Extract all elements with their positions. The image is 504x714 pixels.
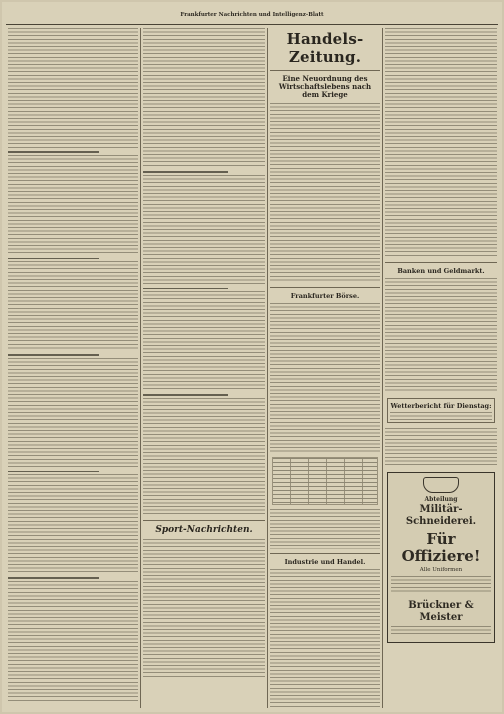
- banken-heading: Banken und Geldmarkt.: [397, 267, 485, 275]
- paragraph-heading: [8, 577, 99, 579]
- divider: [270, 287, 380, 288]
- article-text: [8, 28, 138, 148]
- article-text: [8, 358, 138, 468]
- ad-line: Abteilung: [424, 496, 458, 503]
- masthead-title: Frankfurter Nachrichten und Intelligenz-Blatt: [180, 12, 324, 18]
- column-4: [385, 28, 497, 708]
- article-text: [143, 539, 265, 679]
- paragraph-heading: [8, 151, 99, 153]
- article-title: Eine Neuordnung des Wirtschaftslebens nach dem Kriege: [278, 74, 372, 99]
- article-text: [143, 175, 265, 285]
- article-text: [270, 569, 380, 708]
- article-text: [270, 303, 380, 453]
- advertisement: [387, 472, 495, 643]
- weather-box: [387, 398, 495, 423]
- masthead: [6, 6, 498, 25]
- article-text: [8, 155, 138, 255]
- section-title: Handels-Zeitung.: [286, 30, 364, 66]
- column-2: [143, 28, 265, 708]
- article-text: [8, 581, 138, 701]
- column-rule: [267, 28, 268, 708]
- article-text: [385, 428, 497, 466]
- paragraph-heading: [8, 258, 99, 260]
- ad-line: Alle Uniformen: [419, 567, 463, 573]
- ad-headline: Für Offiziere!: [401, 530, 481, 565]
- article-text: [143, 28, 265, 168]
- sport-heading: Sport-Nachrichten.: [155, 524, 253, 535]
- industrie-heading: Industrie und Handel.: [284, 558, 366, 566]
- paragraph-heading: [143, 171, 228, 173]
- paragraph-heading: [8, 471, 99, 473]
- article-text: [270, 509, 380, 549]
- article-text: [385, 278, 497, 393]
- price-table: [272, 457, 378, 505]
- article-text: [8, 261, 138, 351]
- paragraph-heading: [143, 394, 228, 396]
- ad-firm: Brückner & Meister: [408, 600, 474, 623]
- crest-icon: [423, 477, 459, 493]
- article-text: [143, 291, 265, 391]
- ad-line: Militär-Schneiderei.: [405, 504, 477, 527]
- column-1: [8, 28, 138, 708]
- article-text: [8, 474, 138, 574]
- article-text: [385, 28, 497, 258]
- ad-address: [391, 626, 491, 636]
- column-3: [270, 28, 380, 708]
- column-rule: [382, 28, 383, 708]
- weather-heading: Wetterbericht für Dienstag:: [390, 402, 492, 410]
- divider: [385, 262, 497, 263]
- paragraph-heading: [143, 288, 228, 290]
- column-rule: [140, 28, 141, 708]
- boerse-heading: Frankfurter Börse.: [290, 292, 360, 300]
- article-text: [143, 398, 265, 516]
- article-text: [270, 103, 380, 283]
- paragraph-heading: [8, 354, 99, 356]
- divider: [270, 553, 380, 554]
- newspaper-page: [2, 2, 502, 712]
- divider: [143, 520, 265, 521]
- divider: [270, 70, 380, 71]
- weather-text: [390, 412, 492, 420]
- ad-text: [391, 576, 491, 594]
